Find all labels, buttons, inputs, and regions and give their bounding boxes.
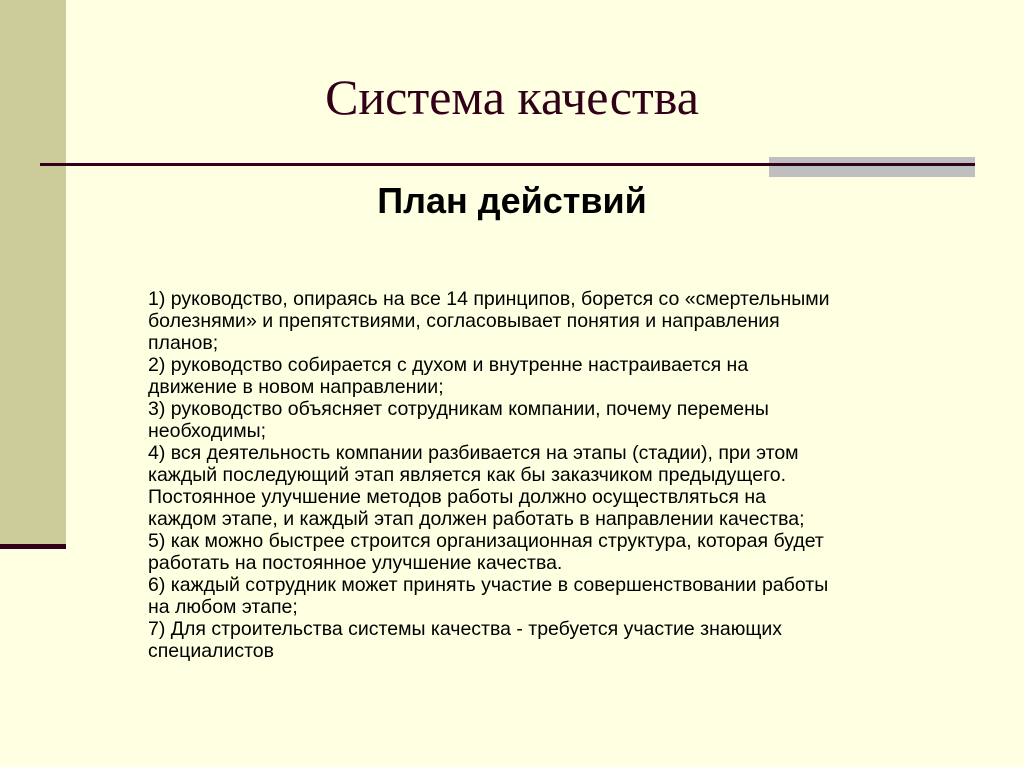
slide-title: Система качества	[325, 69, 699, 125]
sidebar-divider	[0, 544, 66, 549]
slide-body-text: 1) руководство, опираясь на все 14 принципов, борется со «смертельными болезнями» и препятствиями, согласовывает понятия и направления планов; 2) руководство собирается с духом и внутренне настраивается на движение в новом направлении; 3) руководство объясняет сотрудникам компании, почему перемены необходимы; 4) вся деятельность компании разбивается на этапы (стадии), при этом каждый последующий этап является как бы заказчиком предыдущего. Постоянное улучшение методов работы должно осуществляться на каждом этапе, и каждый этап должен работать в направлении качества; 5) как можно быстрее строится организационная структура, которая будет работать на постоянное улучшение качества. 6) каждый сотрудник может принять участие в совершенствовании работы на любом этапе; 7) Для строительства системы качества - требуется участие знающих специалистов	[148, 288, 830, 662]
title-divider	[40, 163, 975, 166]
decorative-gray-bar	[769, 157, 975, 177]
slide-subtitle: План действий	[377, 180, 647, 221]
